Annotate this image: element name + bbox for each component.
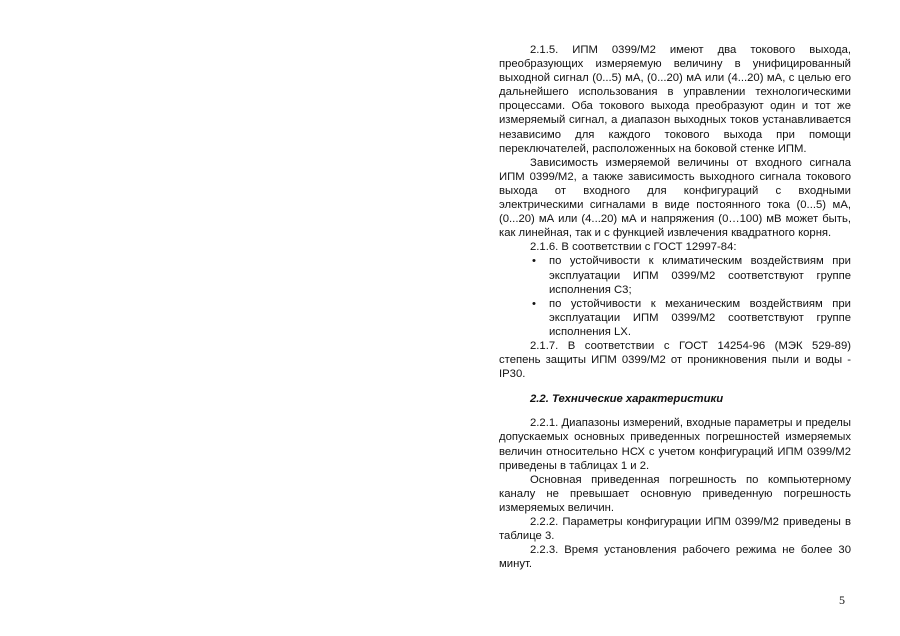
bullet-icon: • <box>532 297 536 310</box>
text-column <box>499 43 851 571</box>
page-number: 5 <box>839 593 845 607</box>
list-item <box>499 297 851 339</box>
paragraph-2-1-7: 2.1.7. В соответствии с ГОСТ 14254-96 (МЭК 529-89) степень защиты ИПМ 0399/М2 от проникновения пыли и воды - IP30. <box>499 339 851 381</box>
list-item-text: по устойчивости к климатическим воздействиям при эксплуатации ИПМ 0399/М2 соответствуют группе исполнения С3; <box>549 255 851 296</box>
bullet-icon: • <box>532 255 536 268</box>
paragraph-2-2-2: 2.2.2. Параметры конфигурации ИПМ 0399/М2 приведены в таблице 3. <box>499 516 851 543</box>
paragraph-2-1-6-intro: 2.1.6. В соответствии с ГОСТ 12997-84: <box>530 241 737 254</box>
list-item <box>499 254 851 296</box>
list-item-text: по устойчивости к механическим воздействиям при эксплуатации ИПМ 0399/М2 соответствуют группе исполнения LX. <box>549 297 851 338</box>
paragraph-dependency: Зависимость измеряемой величины от входного сигнала ИПМ 0399/М2, а также зависимость выходного сигнала токового выхода от входного для конфигураций с входными электрическими сигналами в виде постоянного тока (0...5) мА, (0...20) мА или (4...20) мА и напряжения (0…100) мВ может быть, как линейная, так и с функцией извлечения квадратного корня. <box>499 156 851 240</box>
paragraph-2-1-5: 2.1.5. ИПМ 0399/М2 имеют два токового выхода, преобразующих измеряемую величину в унифицированный выходной сигнал (0...5) мА, (0...20) мА или (4...20) мА, с целью его дальнейшего использования в управлении технологическими процессами. Оба токового выхода преобразуют один и тот же измеряемый сигнал, а диапазон выходных токов устанавливается независимо для каждого токового выхода при помощи переключателей, расположенных на боковой стенке ИПМ. <box>499 44 851 155</box>
paragraph-error-note: Основная приведенная погрешность по компьютерному каналу не превышает основную приведенную погрешность измеряемых величин. <box>499 473 851 514</box>
section-heading: 2.2. Технические характеристики <box>530 393 724 406</box>
bullet-list <box>499 254 851 339</box>
paragraph-2-2-1: 2.2.1. Диапазоны измерений, входные параметры и пределы допускаемых основных приведенных погрешностей измеряемых величин относительно НСХ с учетом конфигураций ИПМ 0399/М2 приведены в таблицах 1 и 2. <box>499 417 851 472</box>
paragraph-2-2-3: 2.2.3. Время установления рабочего режима не более 30 минут. <box>499 544 851 571</box>
